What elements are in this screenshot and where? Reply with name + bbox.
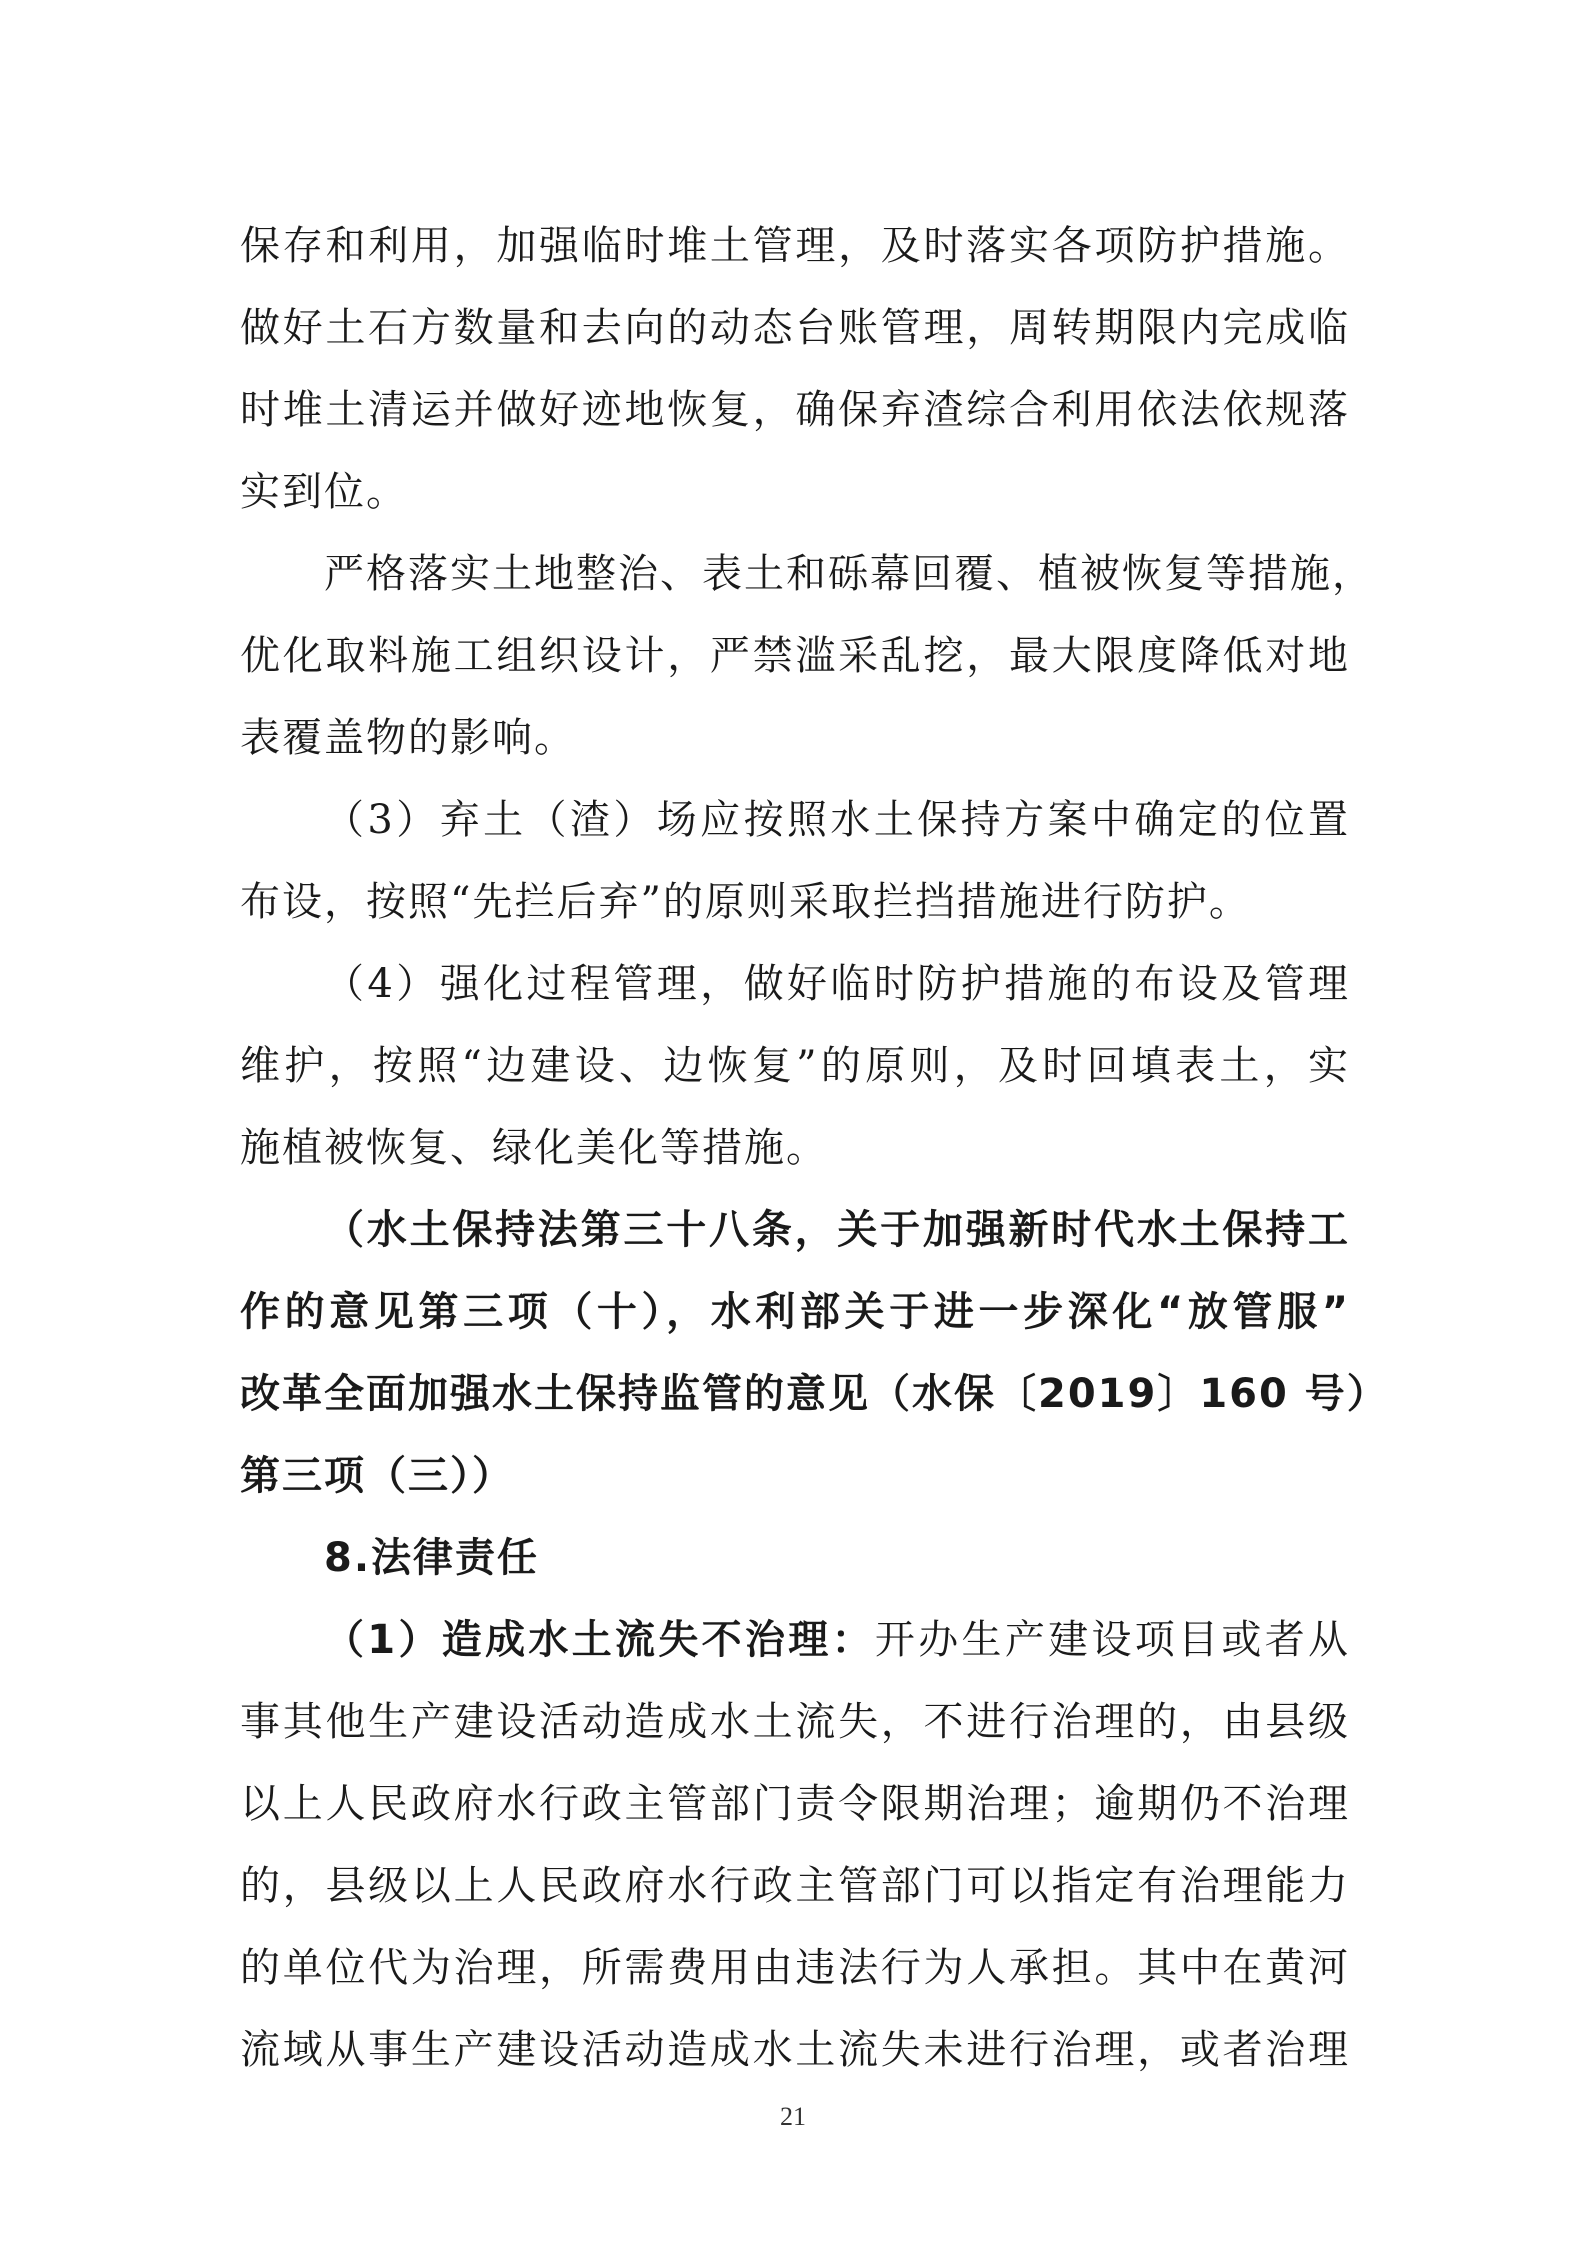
text-line: 保存和利用，加强临时堆土管理，及时落实各项防护措施。 bbox=[240, 223, 1350, 269]
text-line: 严格落实土地整治、表土和砾幕回覆、植被恢复等措施， bbox=[324, 551, 1374, 597]
paragraph-4 bbox=[240, 943, 1350, 1189]
text-line: 以上人民政府水行政主管部门责令限期治理；逾期仍不治理 bbox=[240, 1781, 1350, 1827]
text-line: 表覆盖物的影响。 bbox=[240, 715, 576, 761]
paragraph-5 bbox=[240, 1599, 1350, 2091]
text-line: 实到位。 bbox=[240, 469, 408, 515]
text-line: 施植被恢复、绿化美化等措施。 bbox=[240, 1125, 828, 1171]
document-body bbox=[240, 205, 1389, 2091]
text-line: 的单位代为治理，所需费用由违法行为人承担。其中在黄河 bbox=[240, 1945, 1350, 1991]
text-line: 改革全面加强水土保持监管的意见（水保〔2019〕160 号） bbox=[240, 1371, 1389, 1417]
heading-text: 8.法律责任 bbox=[324, 1535, 540, 1581]
text-line bbox=[240, 1599, 1350, 1681]
legal-basis-note bbox=[240, 1189, 1389, 1517]
text-line: 做好土石方数量和去向的动态台账管理，周转期限内完成临 bbox=[240, 305, 1350, 351]
text-line: 流域从事生产建设活动造成水土流失未进行治理，或者治理 bbox=[240, 2027, 1350, 2073]
text-line: 优化取料施工组织设计，严禁滥采乱挖，最大限度降低对地 bbox=[240, 633, 1350, 679]
text-line: （4）强化过程管理，做好临时防护措施的布设及管理 bbox=[324, 961, 1350, 1007]
page-number: 21 bbox=[780, 2102, 806, 2131]
text-line: （3）弃土（渣）场应按照水土保持方案中确定的位置 bbox=[324, 797, 1350, 843]
text-line: （水土保持法第三十八条，关于加强新时代水土保持工 bbox=[324, 1207, 1350, 1253]
bold-lead: （1）造成水土流失不治理： bbox=[324, 1617, 875, 1663]
text-line: 作的意见第三项（十），水利部关于进一步深化“放管服” bbox=[240, 1289, 1350, 1335]
section-heading bbox=[240, 1517, 1350, 1599]
paragraph-3 bbox=[240, 779, 1350, 943]
text-line: 的，县级以上人民政府水行政主管部门可以指定有治理能力 bbox=[240, 1863, 1350, 1909]
text-line: 第三项（三）） bbox=[240, 1453, 514, 1499]
text-line: 布设，按照“先拦后弃”的原则采取拦挡措施进行防护。 bbox=[240, 879, 1251, 925]
text-line: 时堆土清运并做好迹地恢复，确保弃渣综合利用依法依规落 bbox=[240, 387, 1350, 433]
paragraph-1 bbox=[240, 205, 1350, 533]
text-line: 事其他生产建设活动造成水土流失，不进行治理的，由县级 bbox=[240, 1699, 1350, 1745]
paragraph-2 bbox=[240, 533, 1374, 779]
text-line: 维护，按照“边建设、边恢复”的原则，及时回填表土，实 bbox=[240, 1043, 1350, 1089]
lead-rest: 开办生产建设项目或者从 bbox=[874, 1617, 1351, 1663]
